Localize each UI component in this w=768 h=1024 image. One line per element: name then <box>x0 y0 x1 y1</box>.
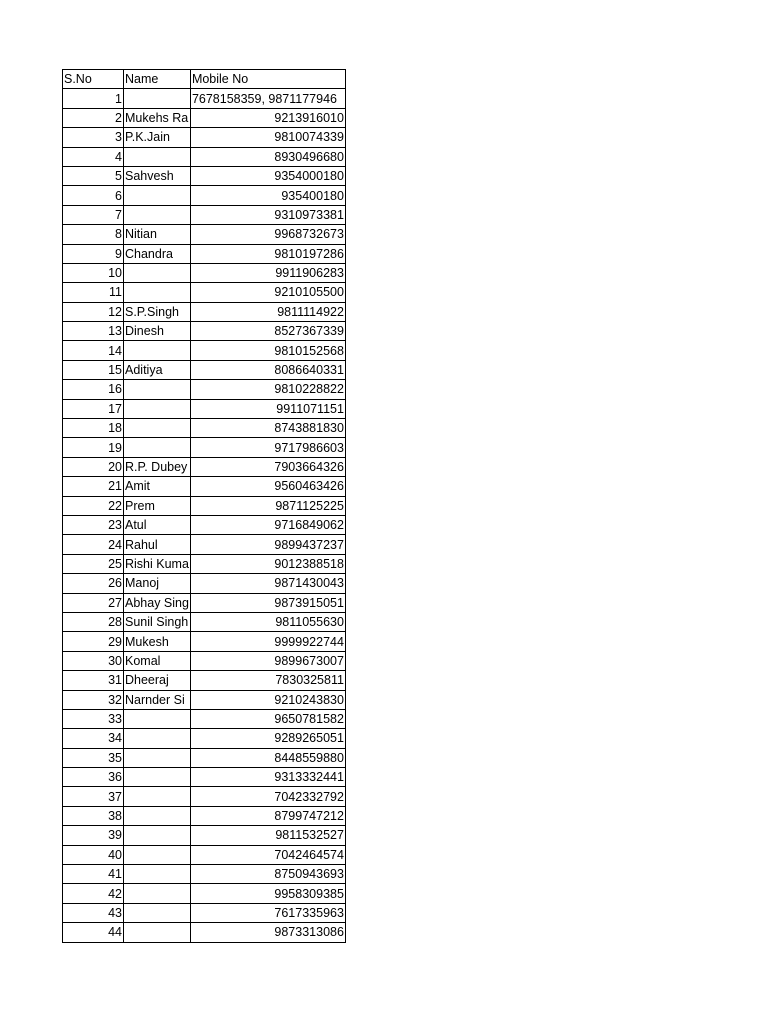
cell-sno: 25 <box>63 554 124 573</box>
table-row <box>63 244 346 263</box>
cell-name: Abhay Sing <box>124 593 191 612</box>
cell-name <box>124 438 191 457</box>
cell-name: Komal <box>124 651 191 670</box>
table-row <box>63 89 346 108</box>
cell-sno: 5 <box>63 166 124 185</box>
cell-sno: 39 <box>63 826 124 845</box>
table-row <box>63 671 346 690</box>
cell-sno: 43 <box>63 903 124 922</box>
cell-sno: 16 <box>63 380 124 399</box>
cell-name: R.P. Dubey <box>124 457 191 476</box>
cell-name <box>124 380 191 399</box>
cell-mobile: 9911071151 <box>190 399 345 418</box>
table-row <box>63 651 346 670</box>
cell-mobile: 9810074339 <box>190 128 345 147</box>
cell-name <box>124 826 191 845</box>
cell-sno: 31 <box>63 671 124 690</box>
cell-name <box>124 748 191 767</box>
cell-name: Atul <box>124 515 191 534</box>
cell-sno: 37 <box>63 787 124 806</box>
cell-mobile: 8448559880 <box>190 748 345 767</box>
header-mobile: Mobile No <box>190 70 345 89</box>
cell-name: Manoj <box>124 574 191 593</box>
cell-sno: 13 <box>63 322 124 341</box>
cell-name: Dheeraj <box>124 671 191 690</box>
cell-mobile: 8527367339 <box>190 322 345 341</box>
table-row <box>63 826 346 845</box>
table-row <box>63 302 346 321</box>
cell-name <box>124 884 191 903</box>
cell-name <box>124 283 191 302</box>
table-row <box>63 574 346 593</box>
cell-mobile: 9210243830 <box>190 690 345 709</box>
table-row <box>63 496 346 515</box>
cell-name: Sunil Singh <box>124 612 191 631</box>
cell-mobile: 9810197286 <box>190 244 345 263</box>
table-row <box>63 283 346 302</box>
cell-name: Sahvesh <box>124 166 191 185</box>
cell-name <box>124 147 191 166</box>
table-row <box>63 322 346 341</box>
cell-name <box>124 806 191 825</box>
cell-sno: 19 <box>63 438 124 457</box>
table-row <box>63 884 346 903</box>
cell-name <box>124 399 191 418</box>
cell-sno: 18 <box>63 419 124 438</box>
cell-sno: 42 <box>63 884 124 903</box>
cell-mobile: 9650781582 <box>190 709 345 728</box>
header-row <box>63 70 346 89</box>
cell-name <box>124 729 191 748</box>
cell-name <box>124 903 191 922</box>
table-row <box>63 360 346 379</box>
cell-mobile: 8743881830 <box>190 419 345 438</box>
cell-sno: 15 <box>63 360 124 379</box>
table-row <box>63 128 346 147</box>
cell-sno: 34 <box>63 729 124 748</box>
table-row <box>63 186 346 205</box>
cell-mobile: 7042332792 <box>190 787 345 806</box>
table-row <box>63 593 346 612</box>
cell-mobile: 9560463426 <box>190 477 345 496</box>
header-name: Name <box>124 70 191 89</box>
cell-name <box>124 205 191 224</box>
cell-name <box>124 89 191 108</box>
cell-sno: 14 <box>63 341 124 360</box>
cell-sno: 12 <box>63 302 124 321</box>
cell-name: Prem <box>124 496 191 515</box>
table-row <box>63 845 346 864</box>
cell-mobile: 9717986603 <box>190 438 345 457</box>
cell-mobile: 9811532527 <box>190 826 345 845</box>
table-row <box>63 341 346 360</box>
cell-mobile: 7617335963 <box>190 903 345 922</box>
cell-mobile: 7830325811 <box>190 671 345 690</box>
cell-name <box>124 419 191 438</box>
table-row <box>63 612 346 631</box>
table-row <box>63 457 346 476</box>
table-row <box>63 399 346 418</box>
cell-mobile: 9716849062 <box>190 515 345 534</box>
table-row <box>63 923 346 942</box>
cell-sno: 41 <box>63 865 124 884</box>
cell-sno: 29 <box>63 632 124 651</box>
cell-name <box>124 865 191 884</box>
table-row <box>63 380 346 399</box>
table-row <box>63 768 346 787</box>
cell-name <box>124 787 191 806</box>
cell-name: Chandra <box>124 244 191 263</box>
contact-table <box>62 69 346 943</box>
table-row <box>63 225 346 244</box>
cell-sno: 40 <box>63 845 124 864</box>
table-row <box>63 632 346 651</box>
table-row <box>63 535 346 554</box>
cell-mobile: 9313332441 <box>190 768 345 787</box>
cell-sno: 9 <box>63 244 124 263</box>
cell-mobile: 935400180 <box>190 186 345 205</box>
cell-sno: 6 <box>63 186 124 205</box>
cell-mobile: 9810228822 <box>190 380 345 399</box>
table-row <box>63 147 346 166</box>
table-row <box>63 438 346 457</box>
cell-mobile: 9811055630 <box>190 612 345 631</box>
cell-sno: 32 <box>63 690 124 709</box>
table-row <box>63 108 346 127</box>
cell-sno: 3 <box>63 128 124 147</box>
cell-mobile: 9213916010 <box>190 108 345 127</box>
cell-sno: 27 <box>63 593 124 612</box>
cell-sno: 33 <box>63 709 124 728</box>
cell-name: Aditiya <box>124 360 191 379</box>
cell-mobile: 7678158359, 9871177946 <box>190 89 345 108</box>
table-row <box>63 903 346 922</box>
table-row <box>63 477 346 496</box>
cell-sno: 2 <box>63 108 124 127</box>
cell-mobile: 9968732673 <box>190 225 345 244</box>
cell-mobile: 8930496680 <box>190 147 345 166</box>
cell-sno: 4 <box>63 147 124 166</box>
table-row <box>63 787 346 806</box>
cell-name <box>124 709 191 728</box>
table-row <box>63 690 346 709</box>
cell-mobile: 9999922744 <box>190 632 345 651</box>
cell-sno: 20 <box>63 457 124 476</box>
cell-name <box>124 341 191 360</box>
cell-sno: 24 <box>63 535 124 554</box>
table-row <box>63 515 346 534</box>
cell-sno: 7 <box>63 205 124 224</box>
cell-sno: 26 <box>63 574 124 593</box>
cell-name: P.K.Jain <box>124 128 191 147</box>
cell-name: Mukesh <box>124 632 191 651</box>
header-sno: S.No <box>63 70 124 89</box>
table-row <box>63 263 346 282</box>
cell-sno: 23 <box>63 515 124 534</box>
cell-mobile: 9210105500 <box>190 283 345 302</box>
cell-mobile: 9289265051 <box>190 729 345 748</box>
cell-mobile: 9810152568 <box>190 341 345 360</box>
cell-name: Nitian <box>124 225 191 244</box>
cell-name <box>124 768 191 787</box>
cell-mobile: 9012388518 <box>190 554 345 573</box>
cell-mobile: 7903664326 <box>190 457 345 476</box>
cell-sno: 17 <box>63 399 124 418</box>
cell-sno: 30 <box>63 651 124 670</box>
table-row <box>63 709 346 728</box>
cell-name: Narnder Si <box>124 690 191 709</box>
cell-mobile: 9310973381 <box>190 205 345 224</box>
table-row <box>63 806 346 825</box>
cell-name: Rishi Kuma <box>124 554 191 573</box>
cell-mobile: 9873915051 <box>190 593 345 612</box>
table-row <box>63 729 346 748</box>
cell-mobile: 9811114922 <box>190 302 345 321</box>
cell-mobile: 8799747212 <box>190 806 345 825</box>
cell-name: Dinesh <box>124 322 191 341</box>
cell-sno: 1 <box>63 89 124 108</box>
cell-name: S.P.Singh <box>124 302 191 321</box>
cell-sno: 8 <box>63 225 124 244</box>
cell-mobile: 9911906283 <box>190 263 345 282</box>
cell-mobile: 9899437237 <box>190 535 345 554</box>
cell-name <box>124 923 191 942</box>
cell-sno: 11 <box>63 283 124 302</box>
cell-mobile: 8086640331 <box>190 360 345 379</box>
cell-sno: 44 <box>63 923 124 942</box>
cell-name: Amit <box>124 477 191 496</box>
cell-sno: 28 <box>63 612 124 631</box>
cell-mobile: 7042464574 <box>190 845 345 864</box>
cell-sno: 38 <box>63 806 124 825</box>
cell-name <box>124 186 191 205</box>
cell-mobile: 8750943693 <box>190 865 345 884</box>
cell-name: Rahul <box>124 535 191 554</box>
cell-sno: 10 <box>63 263 124 282</box>
table-row <box>63 554 346 573</box>
cell-mobile: 9899673007 <box>190 651 345 670</box>
cell-name <box>124 845 191 864</box>
cell-sno: 22 <box>63 496 124 515</box>
cell-mobile: 9873313086 <box>190 923 345 942</box>
table-row <box>63 419 346 438</box>
cell-mobile: 9958309385 <box>190 884 345 903</box>
table-row <box>63 748 346 767</box>
cell-mobile: 9871125225 <box>190 496 345 515</box>
table-row <box>63 166 346 185</box>
cell-mobile: 9871430043 <box>190 574 345 593</box>
cell-sno: 35 <box>63 748 124 767</box>
cell-name <box>124 263 191 282</box>
cell-sno: 21 <box>63 477 124 496</box>
table-row <box>63 865 346 884</box>
cell-name: Mukehs Ra <box>124 108 191 127</box>
cell-mobile: 9354000180 <box>190 166 345 185</box>
cell-sno: 36 <box>63 768 124 787</box>
table-row <box>63 205 346 224</box>
